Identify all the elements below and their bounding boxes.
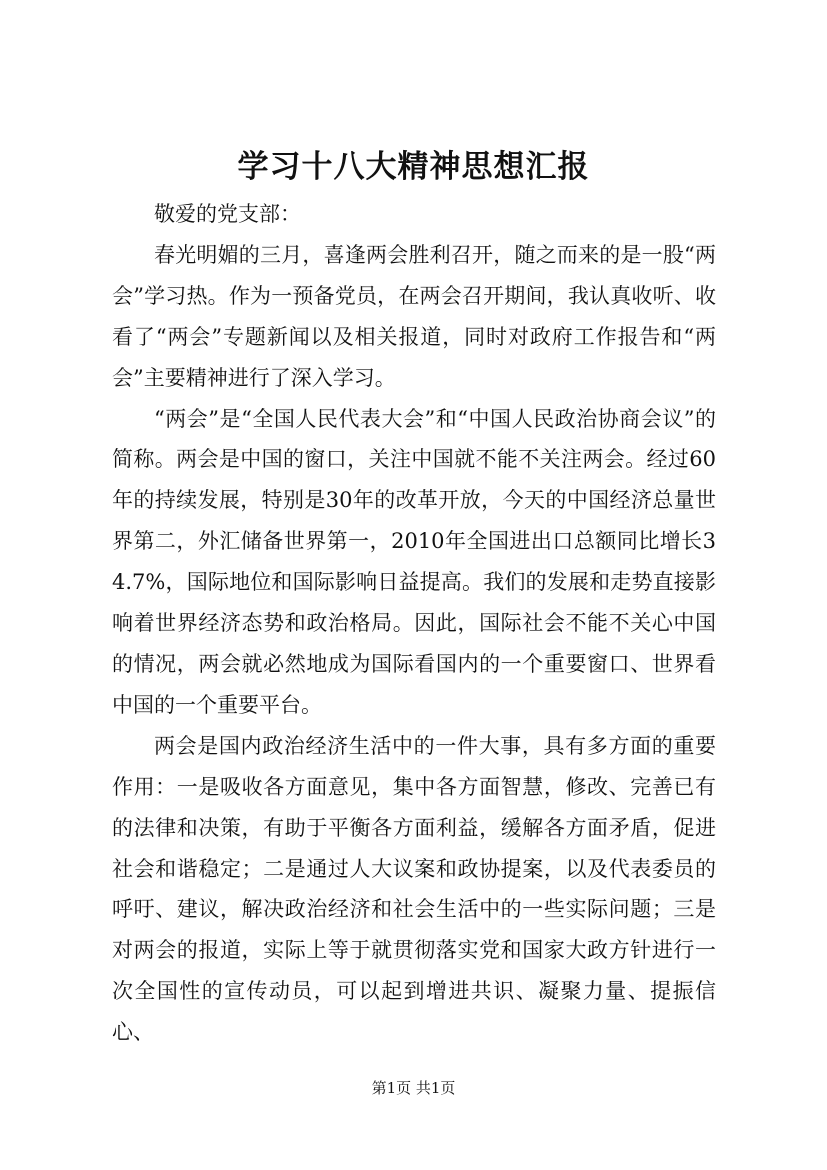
salutation: 敬爱的党支部：	[154, 202, 301, 226]
page-footer: 第1页 共1页	[371, 1079, 456, 1097]
paragraph-3: 两会是国内政治经济生活中的一件大事，具有多方面的重要作用：一是吸收各方面意见，集中各方面智慧，修改、完善已有的法律和决策，有助于平衡各方面利益，缓解各方面矛盾，促进社会和谐稳定；二是通过人大议案和政协提案，以及代表委员的呼吁、建议，解决政治经济和社会生活中的一些实际问题；三是对两会的报道，实际上等于就贯彻落实党和国家大政方针进行一次全国性的宣传动员，可以起到增进共识、凝聚力量、提振信心、	[112, 733, 716, 1045]
paragraph-1: 春光明媚的三月，喜逢两会胜利召开，随之而来的是一股“两会”学习热。作为一预备党员，在两会召开期间，我认真收听、收看了“两会”专题新闻以及相关报道，同时对政府工作报告和“两会”主要精神进行了深入学习。	[112, 242, 716, 390]
document-body	[112, 194, 716, 1053]
document-title: 学习十八大精神思想汇报	[237, 149, 590, 185]
paragraph-2: “两会”是“全国人民代表大会”和“中国人民政治协商会议”的简称。两会是中国的窗口，关注中国就不能不关注两会。经过60年的持续发展，特别是30年的改革开放，今天的中国经济总量世界第二，外汇储备世界第一，2010年全国进出口总额同比增长34.7%，国际地位和国际影响日益提高。我们的发展和走势直接影响着世界经济态势和政治格局。因此，国际社会不能不关心中国的情况，两会就必然地成为国际看国内的一个重要窗口、世界看中国的一个重要平台。	[112, 406, 716, 717]
